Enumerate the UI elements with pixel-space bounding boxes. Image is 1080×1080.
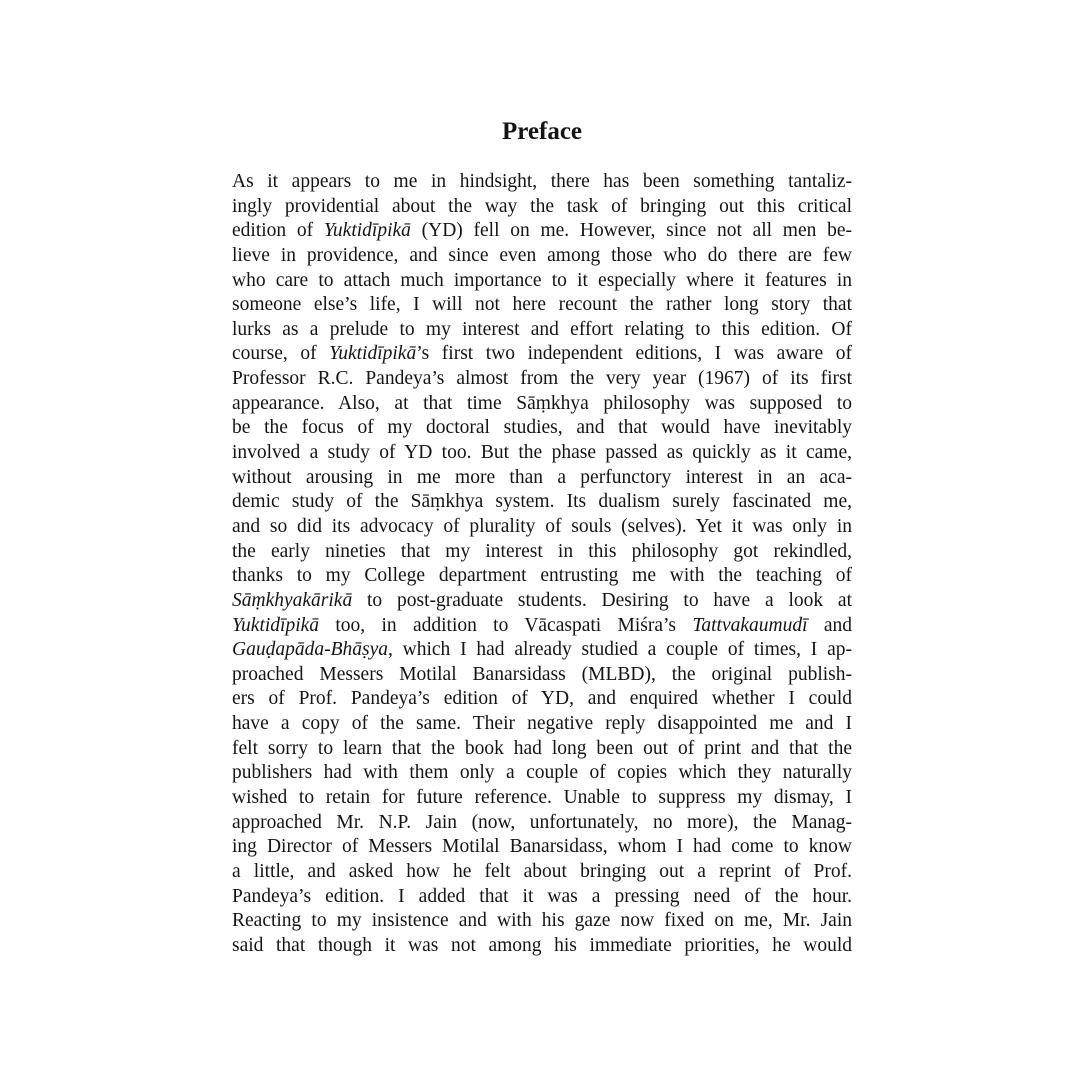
body-text-run: ’s first two independent editions, I was aware of <box>416 343 852 365</box>
text-line <box>232 712 852 737</box>
text-line <box>232 737 852 762</box>
text-line <box>232 269 852 294</box>
body-text-run: appearance. Also, at that time Sāṃkhya philosophy was supposed to <box>232 392 852 414</box>
body-text-run: As it appears to me in hindsight, there has been something tantaliz- <box>232 171 852 192</box>
italic-title-text: Tattvakaumudī <box>692 614 808 636</box>
text-line <box>232 811 852 836</box>
body-text-run: proached Messers Motilal Banarsidass (MLBD), the original publish- <box>232 663 852 685</box>
body-text-run: Professor R.C. Pandeya’s almost from the very year (1967) of its first <box>232 368 852 390</box>
text-line <box>232 318 852 343</box>
body-text-run: to post-graduate students. Desiring to have a look at <box>352 589 852 611</box>
italic-title-text: Gauḍapāda-Bhāṣya <box>232 639 388 661</box>
body-text-run: publishers had with them only a couple of copies which they naturally <box>232 762 852 784</box>
body-text-run: felt sorry to learn that the book had long been out of print and that the <box>232 737 852 759</box>
body-text-run: (YD) fell on me. However, since not all men be- <box>410 220 852 242</box>
body-text-run: and so did its advocacy of plurality of souls (selves). Yet it was only in <box>232 515 852 537</box>
body-text-run: lieve in providence, and since even among those who do there are few <box>232 244 852 266</box>
text-line <box>232 441 852 466</box>
text-line <box>232 934 852 959</box>
text-line <box>232 589 852 614</box>
text-line <box>232 490 852 515</box>
body-text-run: wished to retain for future reference. Unable to suppress my dismay, I <box>232 787 852 809</box>
text-line <box>232 540 852 565</box>
preface-body-text <box>232 170 852 959</box>
text-line <box>232 416 852 441</box>
body-text-run: Reacting to my insistence and with his gaze now fixed on me, Mr. Jain <box>232 910 852 932</box>
body-text-run: ers of Prof. Pandeya’s edition of YD, and enquired whether I could <box>232 688 852 710</box>
text-line <box>232 909 852 934</box>
body-text-run: demic study of the Sāṃkhya system. Its dualism surely fascinated me, <box>232 491 852 513</box>
body-text-run: the early nineties that my interest in this philosophy got rekindled, <box>232 540 852 562</box>
body-text-run: a little, and asked how he felt about bringing out a reprint of Prof. <box>232 860 852 882</box>
body-text-run: thanks to my College department entrusting me with the teaching of <box>232 565 852 587</box>
text-line <box>232 786 852 811</box>
page-title: Preface <box>501 118 583 145</box>
body-text-run: lurks as a prelude to my interest and effort relating to this edition. Of <box>232 318 852 340</box>
text-line <box>232 293 852 318</box>
italic-title-text: Yuktidīpikā <box>232 614 320 636</box>
italic-title-text: Yuktidīpikā <box>323 220 411 242</box>
text-line <box>232 638 852 663</box>
text-line <box>232 367 852 392</box>
text-line <box>232 466 852 491</box>
body-text-run: and <box>807 614 852 636</box>
body-text-run: course, of <box>232 343 330 365</box>
text-line <box>232 860 852 885</box>
text-line <box>232 885 852 910</box>
body-text-run: have a copy of the same. Their negative reply disappointed me and I <box>232 713 852 735</box>
body-text-run: edition of <box>232 220 324 242</box>
body-text-run: approached Mr. N.P. Jain (now, unfortunately, no more), the Manag- <box>232 811 852 833</box>
text-line <box>232 835 852 860</box>
text-line <box>232 195 852 220</box>
body-text-run: someone else’s life, I will not here recount the rather long story that <box>232 294 852 316</box>
body-text-run: involved a study of YD too. But the phase passed as quickly as it came, <box>232 442 852 464</box>
text-line <box>232 515 852 540</box>
text-line <box>232 170 852 195</box>
text-line <box>232 392 852 417</box>
text-line <box>232 219 852 244</box>
body-text-run: ing Director of Messers Motilal Banarsidass, whom I had come to know <box>232 836 852 858</box>
body-text-run: too, in addition to Vācaspati Miśra’s <box>319 614 693 636</box>
text-line <box>232 614 852 639</box>
text-line <box>232 564 852 589</box>
text-line <box>232 663 852 688</box>
body-text-run: ingly providential about the way the task of bringing out this critical <box>232 195 852 217</box>
text-line <box>232 244 852 269</box>
body-text-run: without arousing in me more than a perfunctory interest in an aca- <box>232 466 852 488</box>
text-line <box>232 342 852 367</box>
italic-title-text: Sāṃkhyakārikā <box>232 589 353 611</box>
body-text-run: be the focus of my doctoral studies, and that would have inevitably <box>232 417 852 439</box>
body-text-run: who care to attach much importance to it especially where it features in <box>232 269 852 291</box>
italic-title-text: Yuktidīpikā <box>329 343 417 365</box>
body-text-run: , which I had already studied a couple of times, I ap- <box>387 639 852 661</box>
body-text-run: Pandeya’s edition. I added that it was a pressing need of the hour. <box>232 885 852 907</box>
body-text-run: said that though it was not among his immediate priorities, he would <box>232 934 852 956</box>
text-line <box>232 761 852 786</box>
text-line <box>232 687 852 712</box>
